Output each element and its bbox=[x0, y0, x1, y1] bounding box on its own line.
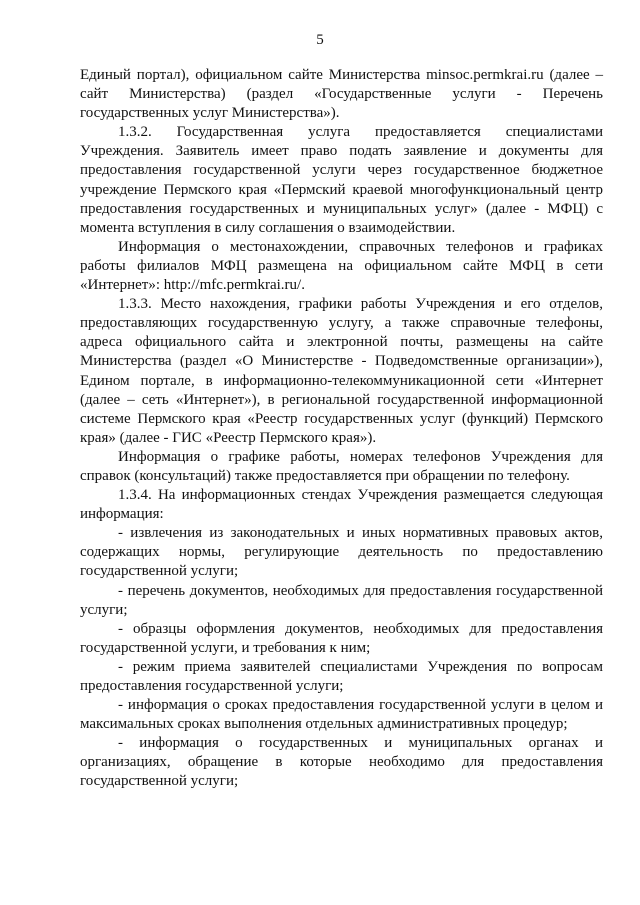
page-number: 5 bbox=[316, 32, 324, 48]
paragraph: 1.3.3. Место нахождения, графики работы Учреждения и его отделов, предоставляющих государственную услугу, а также справочные телефоны, адреса официального сайта и электронной почты, размещены на сайте Министерства (раздел «О Министерстве - Подведомственные организации»), Едином портале, в информационно-телекоммуникационной сети «Интернет (далее – сеть «Интернет»), в региональной государственной информационной системе Пермского края «Реестр государственных услуг (функций) Пермского края» (далее - ГИС «Реестр Пермского края»). bbox=[80, 296, 603, 446]
list-item: - извлечения из законодательных и иных нормативных правовых актов, содержащих нормы, регулирующие деятельность по предоставлению государственной услуги; bbox=[80, 525, 603, 580]
paragraph: 1.3.4. На информационных стендах Учреждения размещается следующая информация: bbox=[80, 487, 603, 523]
list-item: - информация о сроках предоставления государственной услуги в целом и максимальных сроках выполнения отдельных административных процедур; bbox=[80, 697, 603, 733]
paragraph: Информация о местонахождении, справочных телефонов и графиках работы филиалов МФЦ размещена на официальном сайте МФЦ в сети «Интернет»: http://mfc.permkrai.ru/. bbox=[80, 238, 603, 294]
paragraph: 1.3.2. Государственная услуга предоставляется специалистами Учреждения. Заявитель имеет право подать заявление и документы для предоставления государственной услуги через государственное бюджетное учреждение Пермского края «Пермский краевой многофункциональный центр предоставления государственных и муниципальных услуг» (далее - МФЦ) с момента вступления в силу соглашения о взаимодействии. bbox=[80, 124, 603, 236]
document-body bbox=[80, 66, 603, 792]
paragraph: Единый портал), официальном сайте Министерства minsoc.permkrai.ru (далее – сайт Министерства) (раздел «Государственные услуги - Перечень государственных услуг Министерства»). bbox=[80, 67, 603, 122]
list-item: - образцы оформления документов, необходимых для предоставления государственной услуги, и требования к ним; bbox=[80, 620, 603, 656]
list-item: - информация о государственных и муниципальных органах и организациях, обращение в которые необходимо для предоставления государственной услуги; bbox=[80, 735, 603, 790]
list-item: - режим приема заявителей специалистами Учреждения по вопросам предоставления государственной услуги; bbox=[80, 658, 603, 694]
list-item: - перечень документов, необходимых для предоставления государственной услуги; bbox=[80, 582, 603, 618]
paragraph: Информация о графике работы, номерах телефонов Учреждения для справок (консультаций) также предоставляется при обращении по телефону. bbox=[80, 448, 603, 484]
